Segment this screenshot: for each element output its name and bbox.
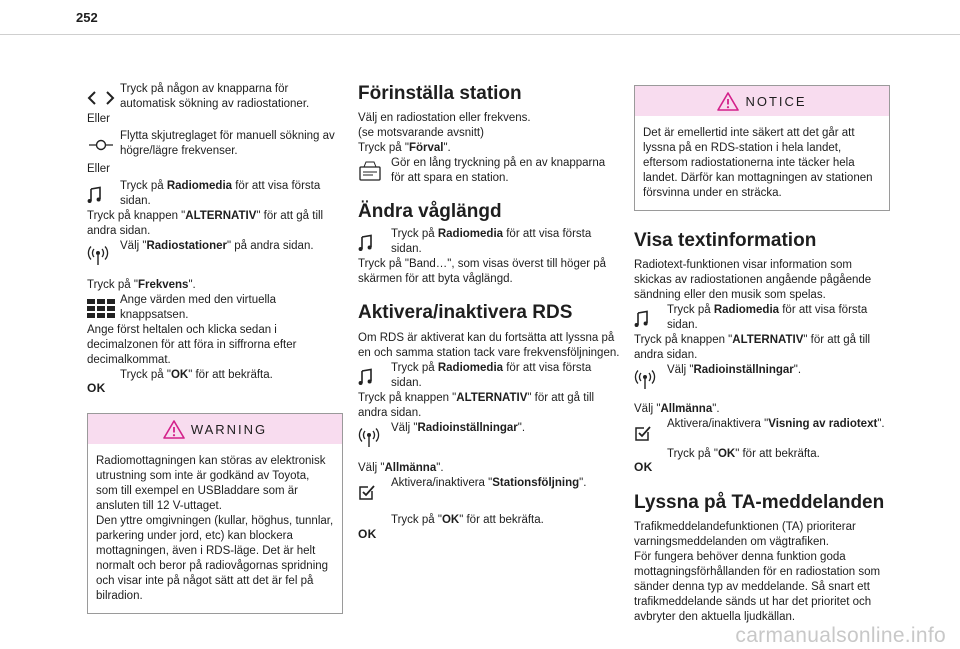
music-note-icon (358, 361, 391, 391)
column-3: NOTICE Det är emellertid inte säkert att det går att lyssna på en RDS-station i hela landet, eftersom radiostationerna inte täcker hela landet. Därför kan mottagningen av stationen försvinna under en sträcka. Visa textinformation Radiotext-funktionen visar information som skickas av radiostationen angående pågående sändning eller den musik som spelas. Tryck på Radiomedia för att visa första sidan. Tryck på knappen "ALTERNATIV" för att gå till andra sidan. Välj "Radioinställningar". Välj "Allmänna". Aktivera/inaktivera "Visning av radiotext". OK Tryck på "OK" för att bekräfta. Lyssna på TA-meddelanden Trafikmeddelandefunktionen (TA) prioriterar varningsmeddelanden om vägtrafiken. För fungera behöver denna funktion goda mottagningsförhållanden för en radiostation som sänder denna typ av meddelande. Så snart ett trafikmeddelande sänds ut har det prioritet och avbryter den aktuella ljudkällan. (634, 85, 892, 625)
radio-signal-icon (358, 421, 391, 451)
preset-heading: Förinställa station (358, 83, 522, 104)
notice-box (634, 85, 890, 211)
decimal-text: Ange först heltalen och klicka sedan i decimalzonen för att föra in siffrorna efter decimalkommat. (87, 324, 297, 366)
music-note-icon (358, 227, 391, 257)
keypad-instruction (87, 293, 345, 323)
ok-icon: OK (358, 526, 377, 541)
music-note-icon (634, 303, 667, 333)
or-text: Eller (87, 113, 111, 125)
slider-icon (87, 129, 120, 159)
notice-header (635, 86, 889, 116)
radiomedia-label: Radiomedia (166, 180, 233, 192)
or-text: Eller (87, 163, 111, 175)
seek-text: Tryck på någon av knapparna för automatisk sökning av radiostationer. (120, 83, 310, 110)
slider-text: Flytta skjutreglaget för manuell sökning av högre/lägre frekvenser. (120, 130, 335, 157)
rds-heading: Aktivera/inaktivera RDS (358, 302, 573, 323)
ok-icon: OK (87, 380, 106, 395)
alternative-text: Tryck på knappen "ALTERNATIV" för att gå till andra sidan. (87, 210, 324, 237)
seek-arrows-icon (87, 82, 120, 112)
preset-press-instruction: Gör en lång tryckning på en av knapparna för att spara en station. (358, 156, 620, 186)
column-2: Förinställa station Välj en radiostation eller frekvens. (se motsvarande avsnitt) Tryck på "Förval". Gör en lång tryckning på en av knapparna för att spara en station. Ändra våglängd Tryck på Radiomedia för att visa första sidan. Tryck på "Band…", som visas överst till höger på skärmen för att byta våglängd. Aktivera/inaktivera RDS Om RDS är aktiverat kan du fortsätta att lyssna på en och samma station tack vare frekvensföljningen. Tryck på Radiomedia för att visa första sidan. Tryck på knappen "ALTERNATIV" för att gå till andra sidan. Välj "Radioinställningar". Välj "Allmänna". Aktivera/inaktivera "Stationsföljning". OK Tryck på "OK" för att bekräfta. (358, 83, 620, 541)
watermark: carmanualsonline.info (735, 624, 946, 647)
frequency-text: Tryck på "Frekvens". (87, 279, 196, 291)
notice-body: Det är emellertid inte säkert att det går att lyssna på en RDS-station i hela landet, eftersom radiostationerna inte täcker hela landet. Därför kan mottagningen av stationen försvinna under en sträcka. (643, 127, 873, 199)
warning-header (88, 414, 342, 444)
band-heading: Ändra våglängd (358, 201, 502, 222)
checkbox-icon (634, 417, 667, 447)
warning-icon (163, 420, 185, 439)
radio-signal-icon (87, 239, 120, 269)
seek-instruction (87, 82, 345, 112)
ok-icon: OK (634, 459, 653, 474)
radiomedia-instruction: Tryck på Radiomedia för att visa första sidan. (87, 179, 345, 209)
warning-title: WARNING (190, 421, 268, 437)
column-1 (87, 82, 345, 614)
header-rule (0, 34, 960, 35)
keypad-text: Ange värden med den virtuella knappsatsen. (120, 294, 276, 321)
ta-heading: Lyssna på TA-meddelanden (634, 492, 885, 513)
warning-box (87, 413, 343, 614)
notice-title: NOTICE (745, 93, 807, 109)
music-note-icon (87, 179, 120, 209)
text-info-heading: Visa textinformation (634, 230, 817, 251)
slider-instruction (87, 129, 345, 159)
checkbox-icon (358, 476, 391, 506)
radio-signal-icon (634, 363, 667, 393)
ok-instruction: OK Tryck på "OK" för att bekräfta. (87, 368, 345, 398)
warning-body: Radiomottagningen kan störas av elektronisk utrustning som inte är godkänd av Toyota, som till exempel en USBladdare som är ansluten till 12 V-uttaget. Den yttre omgivningen (kullar, höghus, tunnlar, parkering under jord, etc) kan blockera mottagningen, även i RDS-läge. Det är helt normalt och beror på radiovågornas spridning och visar inte på något sätt att det är fel på bilradion. (96, 455, 334, 602)
page-number: 252 (76, 10, 98, 25)
warning-icon (717, 92, 739, 111)
stations-instruction: Välj "Radiostationer" på andra sidan. (87, 239, 345, 269)
preset-memory-icon (358, 156, 391, 186)
keypad-icon (87, 293, 120, 323)
